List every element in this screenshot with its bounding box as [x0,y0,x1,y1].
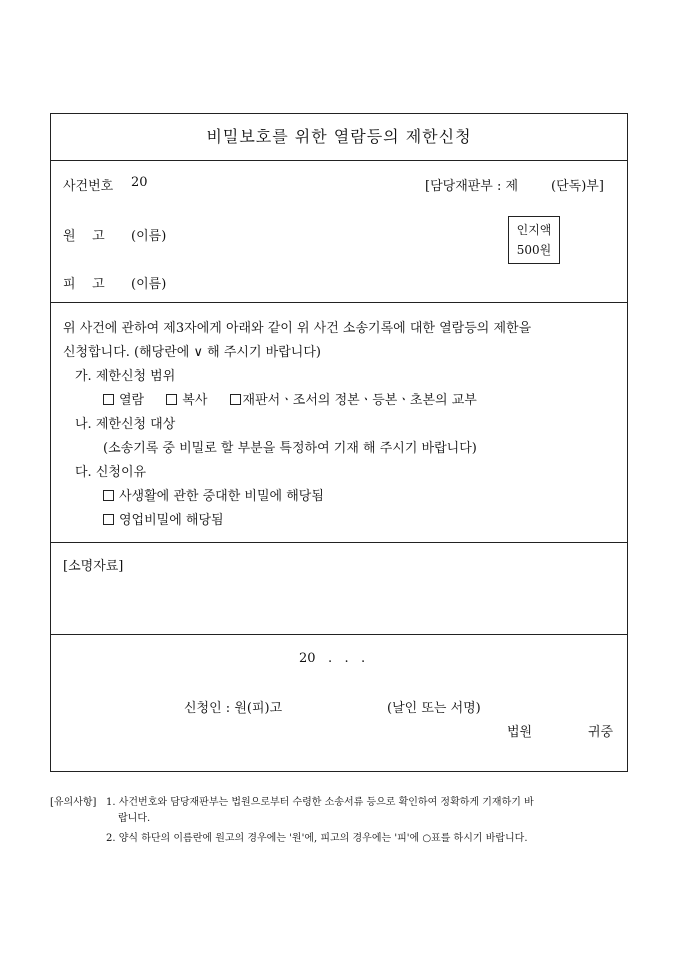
reason-option-trade-secret[interactable]: 영업비밀에 해당됨 [103,509,224,528]
signature-section [51,634,627,771]
notes-label: [유의사항] [50,797,97,808]
reason-option-privacy[interactable]: 사생활에 관한 중대한 비밀에 해당됨 [103,485,324,504]
defendant-label: 피 고 [63,277,105,292]
department-value[interactable]: (단독)부] [551,179,604,194]
scope-option-copy[interactable]: 복사 [166,393,207,408]
body-line-2-prefix: 신청합니다. (해당란에 [63,345,190,360]
seal-or-signature[interactable]: (날인 또는 서명) [387,701,481,716]
scope-options [103,389,477,408]
application-body-section [51,302,627,543]
checkbox-icon[interactable] [103,394,114,405]
case-number-label: 사건번호 [63,179,114,194]
form-title: 비밀보호를 위한 열람등의 제한신청 [206,127,472,146]
evidence-label: [소명자료] [63,559,124,574]
body-line-2-suffix: 해 주시기 바랍니다) [207,345,321,360]
stamp-fee-box [508,216,560,264]
target-heading: 나. 제한신청 대상 [75,417,176,432]
stamp-fee-amount: 500원 [516,243,552,257]
note-2: 2. 양식 하단의 이름란에 원고의 경우에는 '원'에, 피고의 경우에는 '피'에 ○표를 하시기 바랍니다. [106,833,528,844]
body-line-2 [63,341,321,360]
plaintiff-label: 원 고 [63,229,105,244]
plaintiff-name[interactable]: (이름) [131,229,167,244]
applicant-label: 신청인 : 원(피)고 [184,701,283,716]
scope-option-issuance[interactable]: 재판서ㆍ조서의 정본ㆍ등본ㆍ초본의 교부 [230,393,477,408]
target-note: (소송기록 중 비밀로 할 부분을 특정하여 기재 해 주시기 바랍니다) [103,441,477,456]
case-number-value[interactable]: 20 [131,175,148,190]
addressee: 귀중 [588,725,614,740]
note-1: 1. 사건번호와 담당재판부는 법원으로부터 수령한 소송서류 등으로 확인하여 정확하게 기재하기 바 [106,797,534,808]
application-form [50,113,628,772]
scope-option-view[interactable]: 열람 [103,393,144,408]
scope-heading: 가. 제한신청 범위 [75,369,176,384]
defendant-name[interactable]: (이름) [131,277,167,292]
checkbox-icon[interactable] [103,514,114,525]
date-field[interactable]: 20 . . . [299,651,366,666]
evidence-section [51,542,627,635]
stamp-fee-label: 인지액 [516,223,552,237]
department-label: [담당재판부 : 제 [425,179,519,194]
body-line-1: 위 사건에 관하여 제3자에게 아래와 같이 위 사건 소송기록에 대한 열람등의 제한을 [63,321,532,336]
checkbox-icon[interactable] [230,394,241,405]
check-mark-icon: ∨ [193,345,204,360]
court-name: 법원 [507,725,533,740]
checkbox-icon[interactable] [166,394,177,405]
checkbox-icon[interactable] [103,490,114,501]
reason-heading: 다. 신청이유 [75,465,147,480]
note-1-continued: 랍니다. [118,813,151,824]
